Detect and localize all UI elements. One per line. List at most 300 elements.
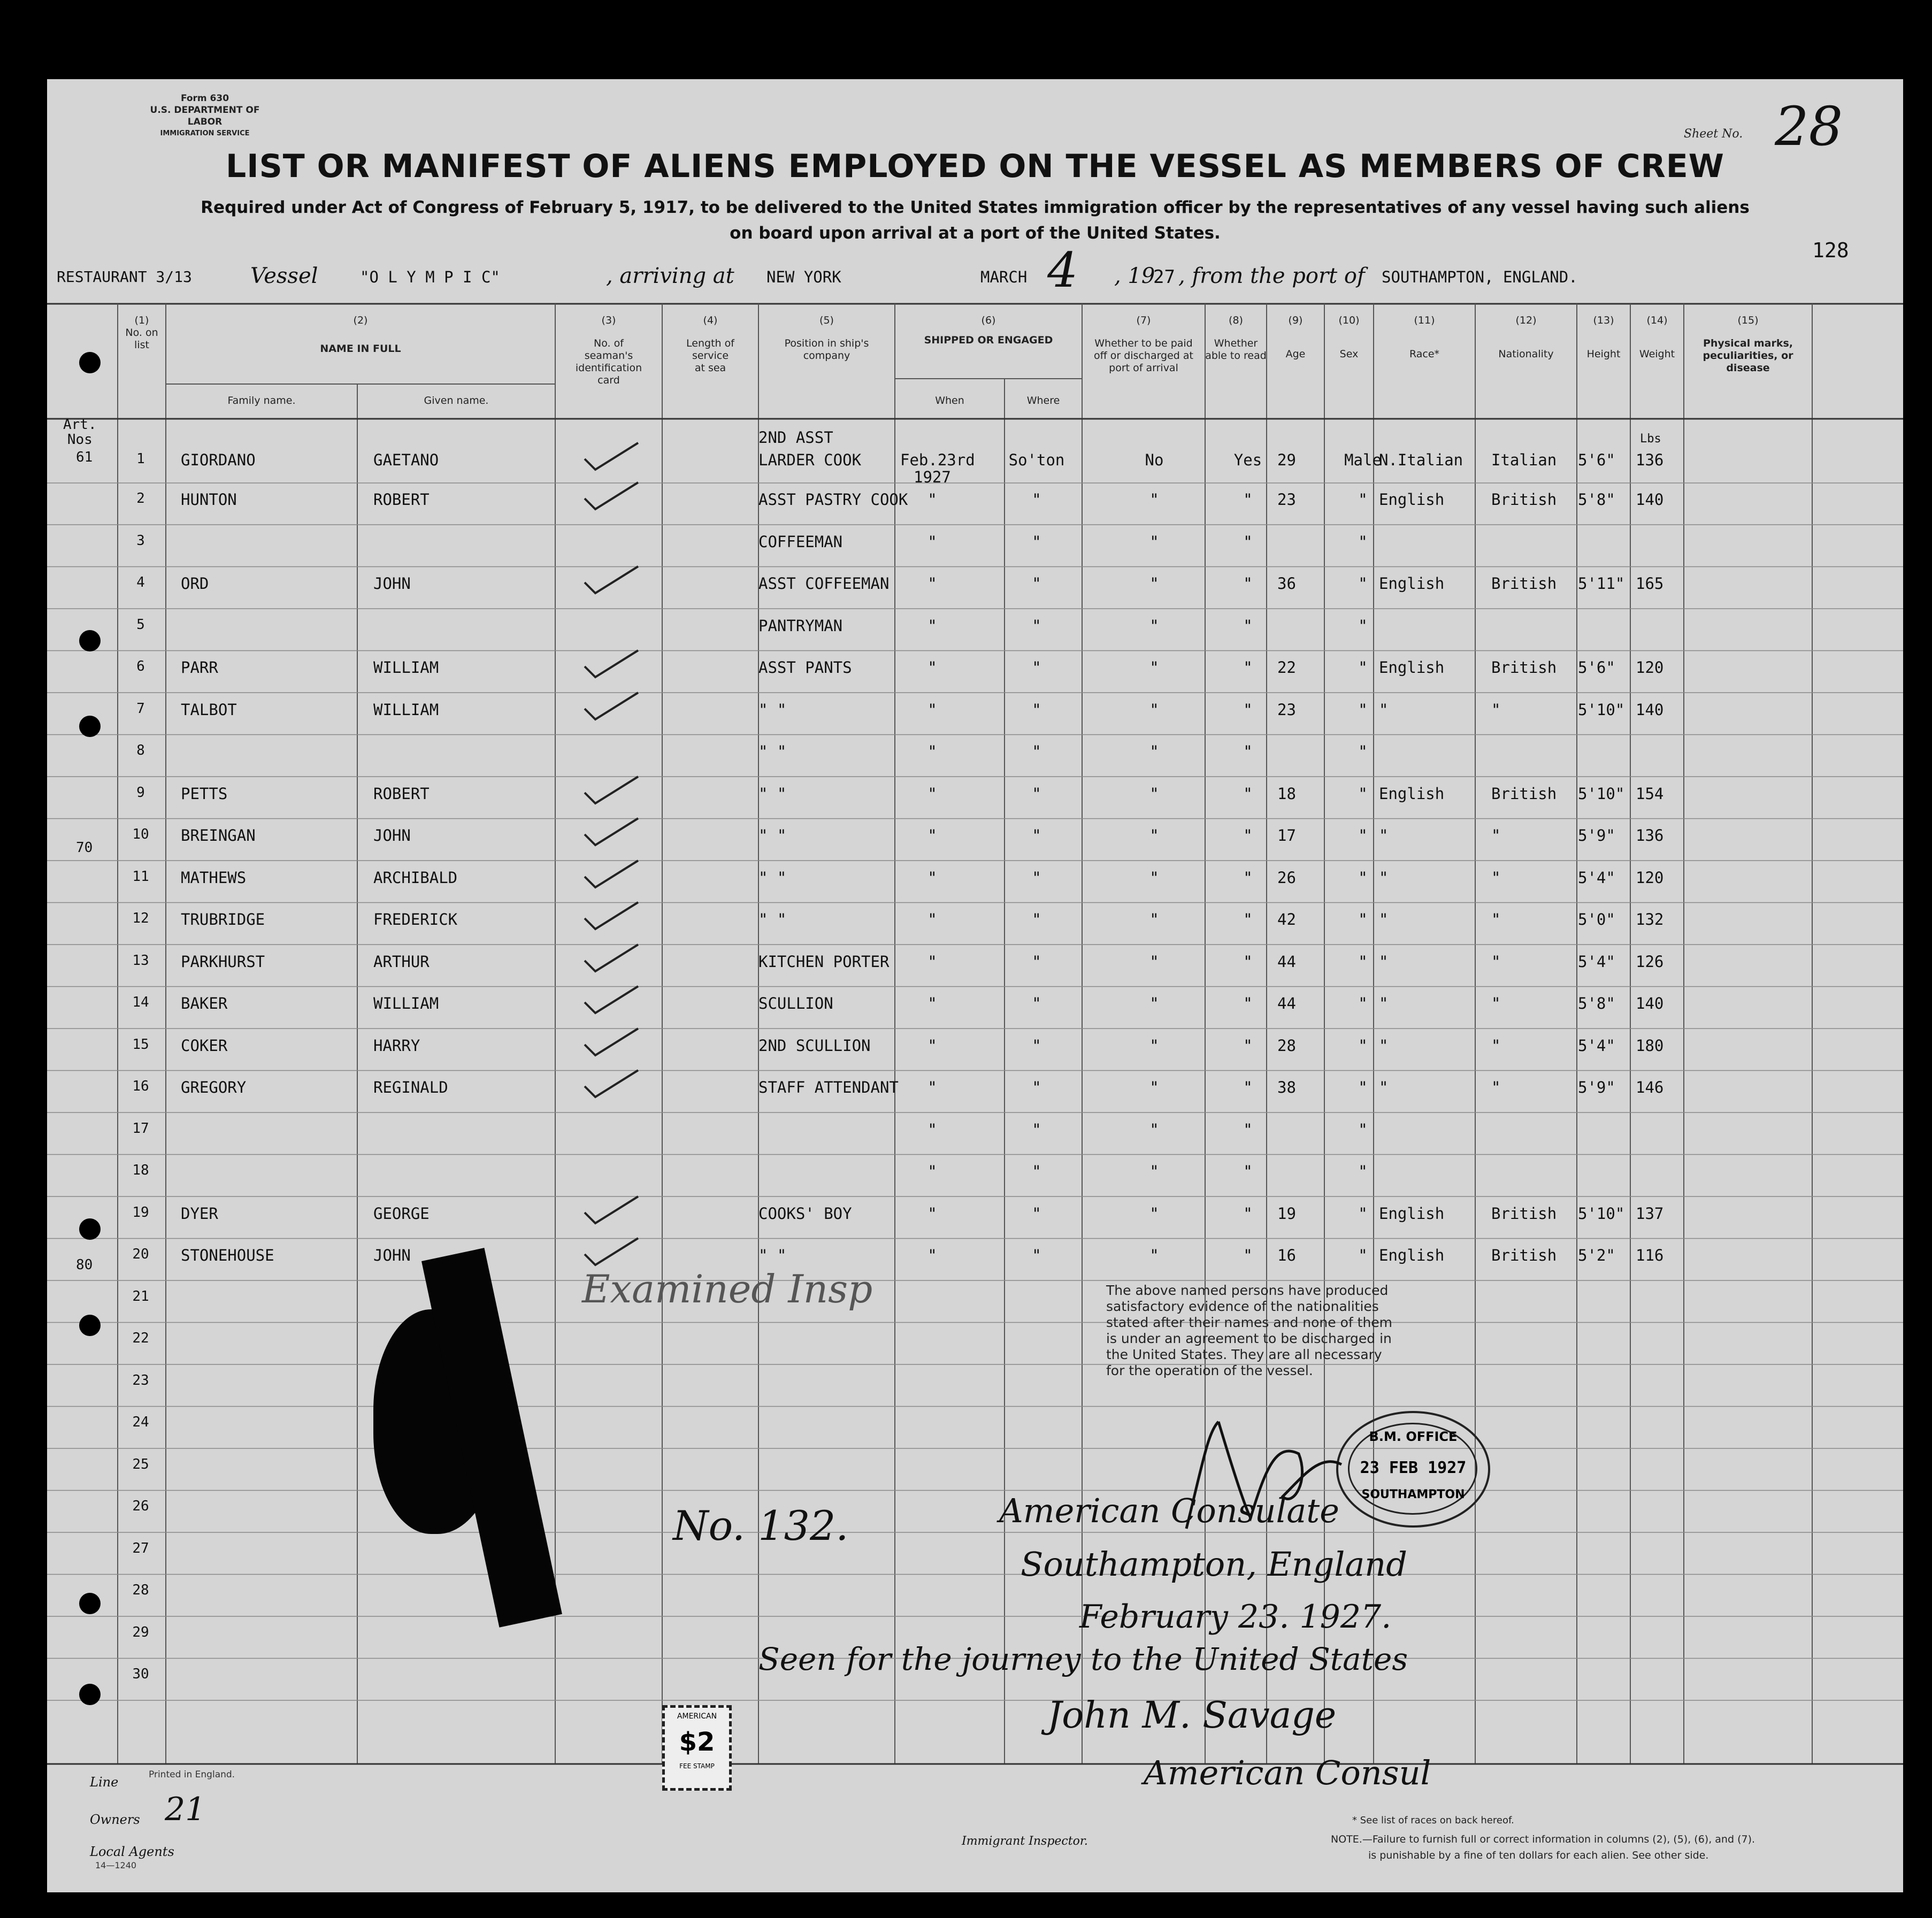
cell-nationality: " [1491,994,1501,1012]
table-row [47,1491,1903,1532]
family-name-header: Family name. [227,395,296,406]
cell-given-name: ARCHIBALD [373,868,458,887]
consulate-line-1: American Consulate [999,1491,1339,1530]
cell-sex: " [1358,490,1368,509]
cell-given-name: WILLIAM [373,658,439,677]
bm-office-stamp [1336,1411,1490,1528]
manifest-subtitle-1: Required under Act of Congress of February 5, 1917, to be delivered to the United States immigration officer by the representatives of any vessel having such aliens [201,198,1750,217]
where-header: Where [1026,395,1060,406]
cell-sex: " [1358,1078,1368,1096]
cell-sex: " [1358,616,1368,635]
cell-shipped-where: So'ton [1008,451,1065,469]
cell-sex: Male [1344,451,1382,469]
table-row [47,903,1903,945]
cell-height: 5'4" [1578,952,1615,971]
cell-height: 5'2" [1578,1246,1615,1264]
table-row [47,861,1903,903]
table-row [47,1449,1903,1491]
cell-weight: 136 [1636,826,1664,845]
col12-number: (12) [1515,314,1537,326]
col10-header [1324,314,1374,360]
sheet-label: Sheet No. [1684,127,1743,141]
cell-able-to-read: " [1243,1120,1253,1139]
fee-stamp-top: AMERICAN [677,1712,717,1721]
cell-age: 23 [1277,490,1296,509]
col7-number: (7) [1136,314,1151,326]
cell-position: " " [758,700,787,719]
cell-weight: 180 [1636,1036,1664,1055]
seen-for-journey: Seen for the journey to the United States [758,1641,1408,1677]
cell-age: 42 [1277,910,1296,929]
cell-shipped-where: " [1032,616,1041,635]
cell-weight: 140 [1636,490,1664,509]
cell-sex: " [1358,868,1368,887]
cell-position: ASST PASTRY COOK [758,490,908,509]
fee-stamp-bottom: FEE STAMP [679,1762,715,1770]
cell-shipped-when: " [927,616,937,635]
department-prefix: RESTAURANT 3/13 [57,268,192,286]
cell-row-number: 11 [132,868,149,885]
cell-shipped-where: " [1032,1078,1041,1096]
given-name-header: Given name. [424,395,489,406]
cell-height: 5'10" [1578,1204,1625,1223]
col11-label: Race* [1409,348,1440,360]
cell-age: 28 [1277,1036,1296,1055]
cell-position: STAFF ATTENDANT [758,1078,899,1096]
cell-given-name: ROBERT [373,784,430,803]
cell-age: 17 [1277,826,1296,845]
footer-local-agents-label: Local Agents [90,1844,174,1859]
cell-position-line2: LARDER COOK [758,451,862,469]
cell-shipped-when: " [927,1162,937,1180]
table-row [47,1323,1903,1364]
cell-shipped-when: " [927,1204,937,1223]
cell-position: KITCHEN PORTER [758,952,890,971]
table-row [47,1113,1903,1155]
cell-paid-off: " [1149,784,1159,803]
cell-sex: " [1358,1162,1368,1180]
cell-given-name: JOHN [373,826,411,845]
cell-family-name: GIORDANO [181,451,256,469]
agents-code: 14—1240 [95,1860,137,1870]
col8-number: (8) [1229,314,1243,326]
cell-given-name: WILLIAM [373,994,439,1012]
check-mark-icon [582,984,641,1016]
cell-height: 5'8" [1578,994,1615,1012]
check-mark-icon [582,858,641,890]
cell-nationality: " [1491,700,1501,719]
cell-position: " " [758,868,787,887]
cell-position: ASST COFFEEMAN [758,574,890,593]
arriving-label: , arriving at [606,264,734,288]
col4-number: (4) [703,314,718,326]
cell-shipped-when: " [927,532,937,551]
cell-given-name: FREDERICK [373,910,458,929]
cell-sex: " [1358,658,1368,677]
cell-shipped-year: 1927 [914,468,951,486]
table-row [47,1281,1903,1323]
cell-paid-off: " [1149,994,1159,1012]
arrival-port: NEW YORK [766,268,841,286]
cell-race: N.Italian [1379,451,1463,469]
cell-weight: 126 [1636,952,1664,971]
cell-family-name: BREINGAN [181,826,256,845]
vessel-name: "O L Y M P I C" [360,268,500,286]
cell-shipped-when: " [927,658,937,677]
col13-label: Height [1586,348,1621,360]
cell-nationality: British [1491,574,1557,593]
cell-age: 19 [1277,1204,1296,1223]
cell-shipped-when: " [927,490,937,509]
cell-weight: 136 [1636,451,1664,469]
table-row [47,1071,1903,1113]
cell-age: 26 [1277,868,1296,887]
cell-able-to-read: " [1243,658,1253,677]
cell-row-number: 16 [132,1078,149,1094]
cert-line-5: the United States. They are all necessary [1106,1347,1382,1362]
cell-able-to-read: Yes [1233,451,1262,469]
col10-label: Sex [1339,348,1359,360]
check-mark-icon [582,1194,641,1226]
col6-header [895,314,1082,347]
page-reference: 128 [1812,239,1849,262]
cell-position: 2ND SCULLION [758,1036,871,1055]
art-label: Art. [63,417,97,433]
cell-paid-off: " [1149,1078,1159,1096]
col8-header [1205,314,1267,362]
col3-number: (3) [601,314,616,326]
cell-weight: 137 [1636,1204,1664,1223]
cell-family-name: PARKHURST [181,952,265,971]
cell-height: 5'6" [1578,451,1615,469]
check-mark-icon [582,774,641,806]
cell-able-to-read: " [1243,868,1253,887]
col11-header [1374,314,1475,360]
cell-shipped-where: " [1032,532,1041,551]
cell-age: 22 [1277,658,1296,677]
cell-row-number: 2 [136,490,145,507]
cell-shipped-where: " [1032,1120,1041,1139]
check-mark-icon [582,1068,641,1100]
cell-height: 5'4" [1578,1036,1615,1055]
when-header: When [935,395,964,406]
cell-weight: 140 [1636,700,1664,719]
table-row [47,483,1903,525]
cell-given-name: GEORGE [373,1204,430,1223]
punch-hole [79,630,101,651]
cell-position: ASST PANTS [758,658,852,677]
cell-position: " " [758,910,787,929]
col5-label: Position in ship's company [784,337,869,362]
manifest-sheet [47,79,1903,1892]
col10-number: (10) [1338,314,1360,326]
cell-height: 5'9" [1578,826,1615,845]
cell-shipped-when: " [927,910,937,929]
cell-position: COFFEEMAN [758,532,843,551]
cell-weight: 165 [1636,574,1664,593]
cell-able-to-read: " [1243,1204,1253,1223]
cell-height: 5'0" [1578,910,1615,929]
cell-age: 36 [1277,574,1296,593]
owners-mark: 21 [165,1791,206,1828]
cell-paid-off: " [1149,868,1159,887]
nos-label: Nos [67,432,93,448]
cell-shipped-where: " [1032,1036,1041,1055]
cell-race: English [1379,490,1445,509]
stamp-date: 23 FEB 1927 [1360,1459,1467,1477]
cell-race: English [1379,1204,1445,1223]
check-mark-icon [582,942,641,974]
cell-height: 5'4" [1578,868,1615,887]
col3-label: No. of seaman's identification card [575,337,642,386]
cell-shipped-where: " [1032,784,1041,803]
cell-position: " " [758,1246,787,1264]
table-row [47,1029,1903,1071]
cell-position-line1: 2ND ASST [758,428,833,447]
cell-family-name: GREGORY [181,1078,247,1096]
manifest-title: LIST OR MANIFEST OF ALIENS EMPLOYED ON THE VESSEL AS MEMBERS OF CREW [226,148,1724,185]
cell-family-name: PETTS [181,784,228,803]
check-mark-icon [582,816,641,848]
cell-paid-off: " [1149,532,1159,551]
cell-row-number: 19 [132,1204,149,1221]
cell-row-number: 21 [132,1288,149,1305]
sheet-number: 28 [1775,95,1843,158]
cell-paid-off: " [1149,1036,1159,1055]
cell-shipped-where: " [1032,1246,1041,1264]
cell-weight: 140 [1636,994,1664,1012]
cell-nationality: " [1491,910,1501,929]
cell-family-name: BAKER [181,994,228,1012]
cell-nationality: British [1491,1204,1557,1223]
cell-given-name: WILLIAM [373,700,439,719]
cell-paid-off: No [1145,451,1164,469]
table-row [47,1197,1903,1239]
cell-able-to-read: " [1243,952,1253,971]
table-row [47,525,1903,567]
cell-nationality: British [1491,658,1557,677]
cell-row-number: 22 [132,1330,149,1346]
cell-race: " [1379,910,1389,929]
cell-family-name: PARR [181,658,218,677]
cell-shipped-where: " [1032,1204,1041,1223]
punch-hole [79,352,101,373]
table-row [47,987,1903,1029]
cert-number: No. 132. [673,1502,849,1549]
cell-weight: 154 [1636,784,1664,803]
fee-stamp [662,1705,732,1791]
art-no-61: 61 [76,449,93,465]
cell-shipped-when: " [927,1246,937,1264]
cell-nationality: " [1491,952,1501,971]
cell-family-name: STONEHOUSE [181,1246,274,1264]
cell-shipped-where: " [1032,742,1041,761]
fee-stamp-value: $2 [679,1727,715,1757]
cell-able-to-read: " [1243,574,1253,593]
cell-family-name: TRUBRIDGE [181,910,265,929]
col5-header [758,314,895,362]
cell-given-name: ARTHUR [373,952,430,971]
cell-sex: " [1358,532,1368,551]
footer-owners-label: Owners [90,1812,140,1827]
cell-row-number: 14 [132,994,149,1010]
punch-hole [79,716,101,737]
cell-weight: 146 [1636,1078,1664,1096]
cell-family-name: DYER [181,1204,218,1223]
cell-sex: " [1358,826,1368,845]
cell-race: " [1379,952,1389,971]
punch-hole [79,1218,101,1240]
cell-shipped-where: " [1032,574,1041,593]
cell-family-name: MATHEWS [181,868,247,887]
cell-height: 5'8" [1578,490,1615,509]
table-row [47,1239,1903,1280]
cell-sex: " [1358,700,1368,719]
cell-able-to-read: " [1243,910,1253,929]
cell-shipped-when: " [927,952,937,971]
cell-shipped-where: " [1032,658,1041,677]
check-mark-icon [582,564,641,596]
cell-row-number: 1 [136,451,145,467]
cell-shipped-when: " [927,742,937,761]
cell-family-name: TALBOT [181,700,237,719]
cell-able-to-read: " [1243,784,1253,803]
cell-row-number: 4 [136,574,145,590]
cell-shipped-when: " [927,994,937,1012]
cell-position: " " [758,826,787,845]
cell-row-number: 20 [132,1246,149,1262]
cell-row-number: 29 [132,1624,149,1640]
cell-nationality: Italian [1491,451,1557,469]
cell-race: " [1379,994,1389,1012]
cell-row-number: 18 [132,1162,149,1178]
cell-shipped-where: " [1032,826,1041,845]
col3-header [555,314,662,387]
cell-height: 5'11" [1578,574,1625,593]
cell-row-number: 5 [136,616,145,633]
cell-position: PANTRYMAN [758,616,843,635]
cell-able-to-read: " [1243,700,1253,719]
table-row [47,945,1903,987]
cell-nationality: British [1491,784,1557,803]
cell-able-to-read: " [1243,490,1253,509]
cell-able-to-read: " [1243,1162,1253,1180]
printed-in: Printed in England. [149,1769,235,1780]
col15-number: (15) [1737,314,1759,326]
cell-position: COOKS' BOY [758,1204,852,1223]
cell-shipped-when: " [927,826,937,845]
cell-sex: " [1358,910,1368,929]
cell-age: 44 [1277,994,1296,1012]
cell-sex: " [1358,1246,1368,1264]
cell-sex: " [1358,784,1368,803]
cell-paid-off: " [1149,826,1159,845]
table-row [47,819,1903,861]
cell-position: " " [758,784,787,803]
cell-shipped-when: " [927,1120,937,1139]
cell-row-number: 26 [132,1498,149,1514]
consulate-line-3: February 23. 1927. [1079,1598,1392,1636]
table-row [47,1533,1903,1575]
col1-number: (1) [134,314,149,326]
cell-weight: 132 [1636,910,1664,929]
cell-age: 18 [1277,784,1296,803]
cell-able-to-read: " [1243,616,1253,635]
cell-given-name: GAETANO [373,451,439,469]
cell-sex: " [1358,952,1368,971]
table-row [47,651,1903,693]
col2-label: NAME IN FULL [320,343,401,355]
cell-given-name: JOHN [373,1246,411,1264]
cell-paid-off: " [1149,616,1159,635]
check-mark-icon [582,648,641,680]
cert-line-6: for the operation of the vessel. [1106,1363,1313,1378]
cell-age: 29 [1277,451,1296,469]
cell-shipped-when: " [927,868,937,887]
col8-label: Whether able to read [1205,337,1267,362]
check-mark-icon [582,1236,641,1268]
cell-row-number: 17 [132,1120,149,1137]
cell-row-number: 9 [136,784,145,801]
cell-given-name: ROBERT [373,490,430,509]
cell-paid-off: " [1149,910,1159,929]
col6-label: SHIPPED OR ENGAGED [924,334,1053,346]
col7-header [1082,314,1205,374]
table-row [47,1365,1903,1407]
cell-shipped-when: " [927,1036,937,1055]
cell-paid-off: " [1149,658,1159,677]
cell-sex: " [1358,1036,1368,1055]
cell-nationality: " [1491,1078,1501,1096]
punch-hole [79,1315,101,1336]
cell-row-number: 15 [132,1036,149,1053]
col11-number: (11) [1414,314,1435,326]
cell-paid-off: " [1149,490,1159,509]
cell-able-to-read: " [1243,1036,1253,1055]
cell-given-name: JOHN [373,574,411,593]
cell-age: 23 [1277,700,1296,719]
form-number: Form 630 [180,93,229,104]
cell-weight: 120 [1636,868,1664,887]
cell-paid-off: " [1149,700,1159,719]
table-row [47,735,1903,777]
table-row [47,609,1903,651]
check-mark-icon [582,480,641,512]
cell-shipped-where: " [1032,910,1041,929]
col13-header [1577,314,1630,360]
footer-line-label: Line [90,1775,119,1790]
form-department: U.S. DEPARTMENT OF LABOR [150,105,260,127]
cell-row-number: 27 [132,1540,149,1556]
footer-note-2: is punishable by a fine of ten dollars for each alien. See other side. [1368,1850,1709,1861]
inspector-mark: Examined Insp [582,1267,873,1311]
col14-header [1630,314,1684,360]
cell-nationality: " [1491,868,1501,887]
cell-age: 44 [1277,952,1296,971]
cell-shipped-where: " [1032,868,1041,887]
from-label: , from the port of [1178,264,1365,288]
cell-shipped-where: " [1032,490,1041,509]
cell-able-to-read: " [1243,742,1253,761]
cell-paid-off: " [1149,742,1159,761]
col1-header [118,314,166,351]
col14-number: (14) [1646,314,1668,326]
table-row [47,567,1903,609]
cert-line-3: stated after their names and none of them [1106,1315,1393,1330]
cell-shipped-when: Feb.23rd [900,451,975,469]
stamp-top-text: B.M. OFFICE [1369,1429,1458,1444]
cell-height: 5'9" [1578,1078,1615,1096]
